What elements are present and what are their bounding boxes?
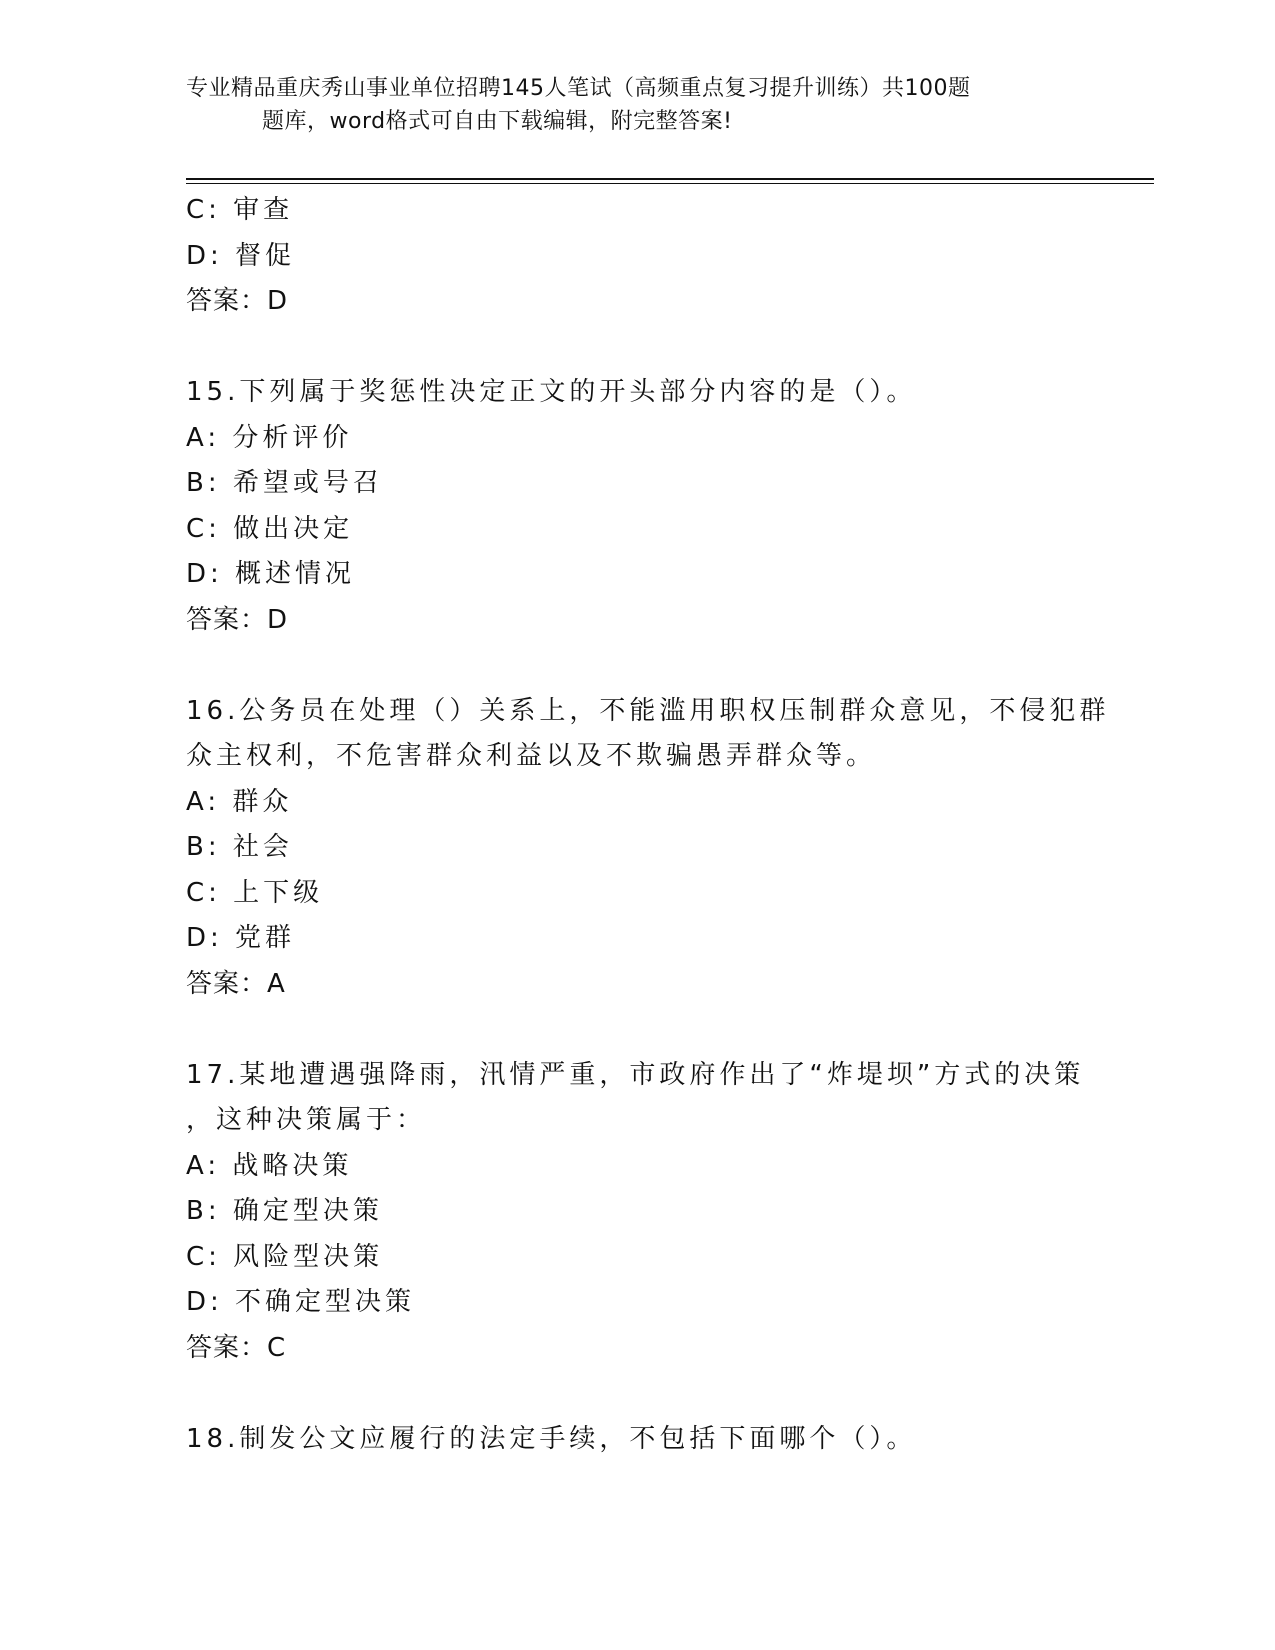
question-stem: 18.制发公文应履行的法定手续，不包括下面哪个（）。 (186, 1423, 917, 1454)
option-b: B: 社会 (186, 832, 293, 862)
option-a: A: 战略决策 (186, 1150, 353, 1181)
question-stem-line-1: 17.某地遭遇强降雨，汛情严重，市政府作出了“炸堤坝”方式的决策 (186, 1059, 1085, 1090)
question-16 (186, 689, 1110, 1008)
question-18 (186, 1417, 1086, 1463)
question-stem: 15.下列属于奖惩性决定正文的开头部分内容的是（）。 (186, 377, 917, 407)
option-c: C: 审查 (186, 195, 294, 225)
question-stem-line-2: 众主权利，不危害群众利益以及不欺骗愚弄群众等。 (186, 741, 877, 771)
question-list (186, 188, 1110, 1462)
option-d: D: 督促 (186, 240, 296, 271)
question-14 (186, 188, 1086, 325)
option-d: D: 党群 (186, 923, 296, 953)
question-stem-line-2: ，这种决策属于： (186, 1105, 427, 1135)
option-c: C: 上下级 (186, 877, 324, 908)
document-header (186, 72, 1086, 138)
answer: 答案：A (186, 968, 286, 999)
answer: 答案：D (186, 286, 289, 316)
option-c: C: 风险型决策 (186, 1241, 384, 1272)
question-stem-line-1: 16.公务员在处理（）关系上，不能滥用职权压制群众意见，不侵犯群 (186, 695, 1110, 726)
option-d: D: 不确定型决策 (186, 1287, 416, 1317)
header-title-line-2: 题库，word格式可自由下载编辑，附完整答案! (262, 109, 733, 134)
answer: 答案：D (186, 604, 289, 635)
header-title-line-1: 专业精品重庆秀山事业单位招聘145人笔试（高频重点复习提升训练）共100题 (186, 76, 971, 101)
header-rule-thin (186, 183, 1154, 184)
option-d: D: 概述情况 (186, 559, 356, 589)
header-rule-thick (186, 178, 1154, 180)
question-15 (186, 370, 1086, 643)
answer: 答案：C (186, 1332, 287, 1363)
option-b: B: 确定型决策 (186, 1196, 383, 1226)
option-a: A: 分析评价 (186, 422, 353, 453)
option-a: A: 群众 (186, 786, 293, 817)
option-b: B: 希望或号召 (186, 468, 383, 498)
option-c: C: 做出决定 (186, 513, 354, 544)
question-17 (186, 1053, 1086, 1372)
